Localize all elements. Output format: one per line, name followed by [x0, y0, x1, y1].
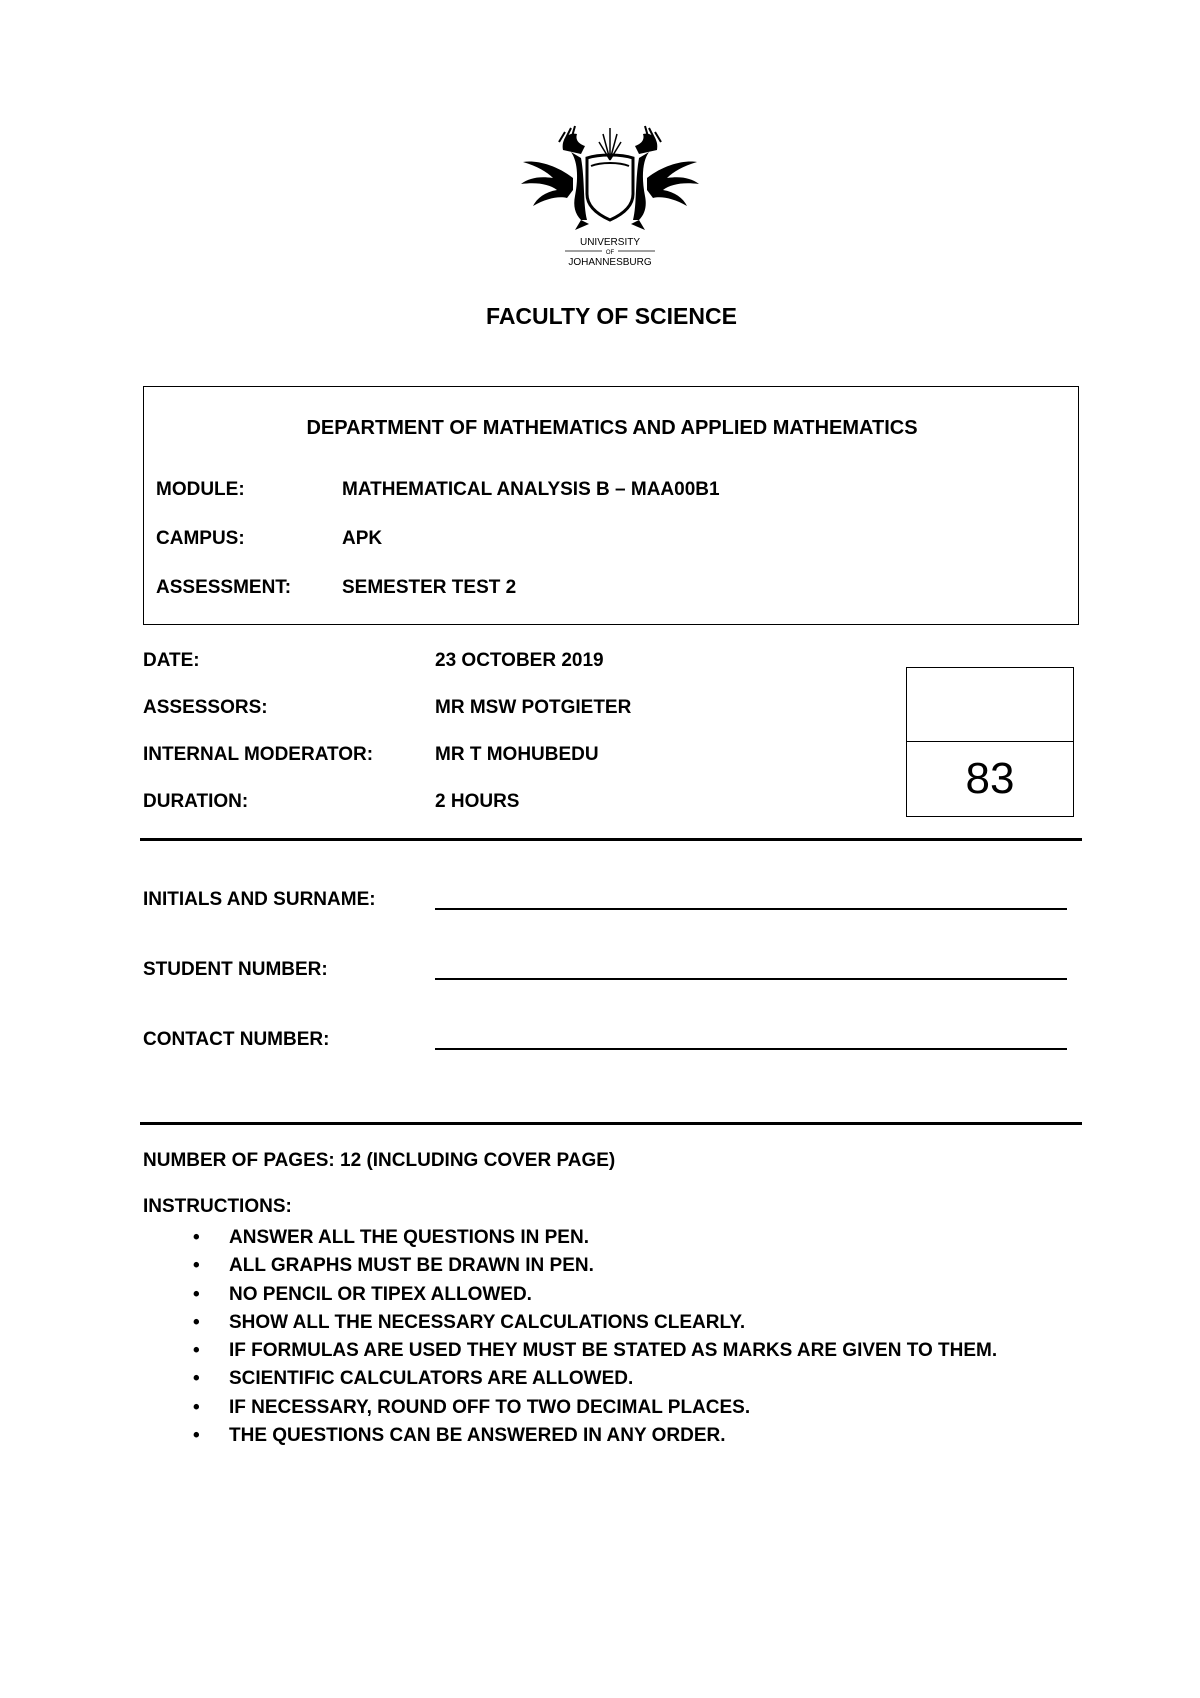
bullet-icon: •: [193, 1311, 200, 1333]
initials-surname-label: INITIALS AND SURNAME:: [143, 889, 376, 910]
faculty-title: FACULTY OF SCIENCE: [486, 303, 737, 329]
duration-value: 2 HOURS: [435, 791, 520, 812]
date-label: DATE:: [143, 650, 200, 671]
instructions-heading: INSTRUCTIONS:: [143, 1196, 292, 1217]
logo-text-of: OF: [605, 250, 615, 256]
list-item: • SHOW ALL THE NECESSARY CALCULATIONS CLEARLY.: [143, 1309, 997, 1337]
university-crest-icon: [515, 120, 705, 280]
bullet-icon: •: [193, 1396, 200, 1418]
internal-moderator-label: INTERNAL MODERATOR:: [143, 744, 374, 765]
duration-label: DURATION:: [143, 791, 249, 812]
bullet-icon: •: [193, 1283, 200, 1305]
list-item: • IF FORMULAS ARE USED THEY MUST BE STATED AS MARKS ARE GIVEN TO THEM.: [143, 1337, 997, 1365]
list-item: • THE QUESTIONS CAN BE ANSWERED IN ANY ORDER.: [143, 1422, 997, 1450]
instructions-list: [143, 1224, 997, 1450]
campus-value: APK: [342, 528, 383, 549]
logo-text-university: UNIVERSITY: [579, 237, 641, 248]
score-mark-cell: [907, 668, 1073, 742]
list-item: • NO PENCIL OR TIPEX ALLOWED.: [143, 1281, 997, 1309]
module-value: MATHEMATICAL ANALYSIS B – MAA00B1: [342, 479, 720, 500]
internal-moderator-value: MR T MOHUBEDU: [435, 744, 599, 765]
contact-number-line[interactable]: [435, 1048, 1067, 1050]
contact-number-label: CONTACT NUMBER:: [143, 1029, 330, 1050]
student-number-line[interactable]: [435, 978, 1067, 980]
bullet-icon: •: [193, 1425, 200, 1447]
score-box: [906, 667, 1074, 817]
bullet-icon: •: [193, 1227, 200, 1248]
initials-surname-line[interactable]: [435, 908, 1067, 910]
logo-text-johannesburg: JOHANNESBURG: [568, 257, 652, 268]
module-label: MODULE:: [156, 479, 245, 500]
bullet-icon: •: [193, 1255, 200, 1277]
number-of-pages: NUMBER OF PAGES: 12 (INCLUDING COVER PAGE): [143, 1150, 616, 1171]
campus-label: CAMPUS:: [156, 528, 245, 549]
divider-top: [140, 838, 1082, 841]
score-total: 83: [965, 754, 1015, 803]
bullet-icon: •: [193, 1340, 200, 1362]
student-number-label: STUDENT NUMBER:: [143, 959, 328, 980]
divider-bottom: [140, 1122, 1082, 1125]
instructions-section: [143, 1196, 997, 1450]
assessors-label: ASSESSORS:: [143, 697, 268, 718]
assessment-value: SEMESTER TEST 2: [342, 577, 517, 598]
assessment-label: ASSESSMENT:: [156, 577, 292, 598]
list-item: • SCIENTIFIC CALCULATORS ARE ALLOWED.: [143, 1365, 997, 1393]
department-title: DEPARTMENT OF MATHEMATICS AND APPLIED MATHEMATICS: [306, 417, 918, 439]
assessors-value: MR MSW POTGIETER: [435, 697, 632, 718]
list-item: • ANSWER ALL THE QUESTIONS IN PEN.: [143, 1224, 997, 1252]
list-item: • ALL GRAPHS MUST BE DRAWN IN PEN.: [143, 1252, 997, 1280]
university-logo: [515, 120, 705, 280]
department-box: [143, 386, 1079, 625]
date-value: 23 OCTOBER 2019: [435, 650, 604, 671]
bullet-icon: •: [193, 1368, 200, 1390]
list-item: • IF NECESSARY, ROUND OFF TO TWO DECIMAL PLACES.: [143, 1394, 997, 1422]
